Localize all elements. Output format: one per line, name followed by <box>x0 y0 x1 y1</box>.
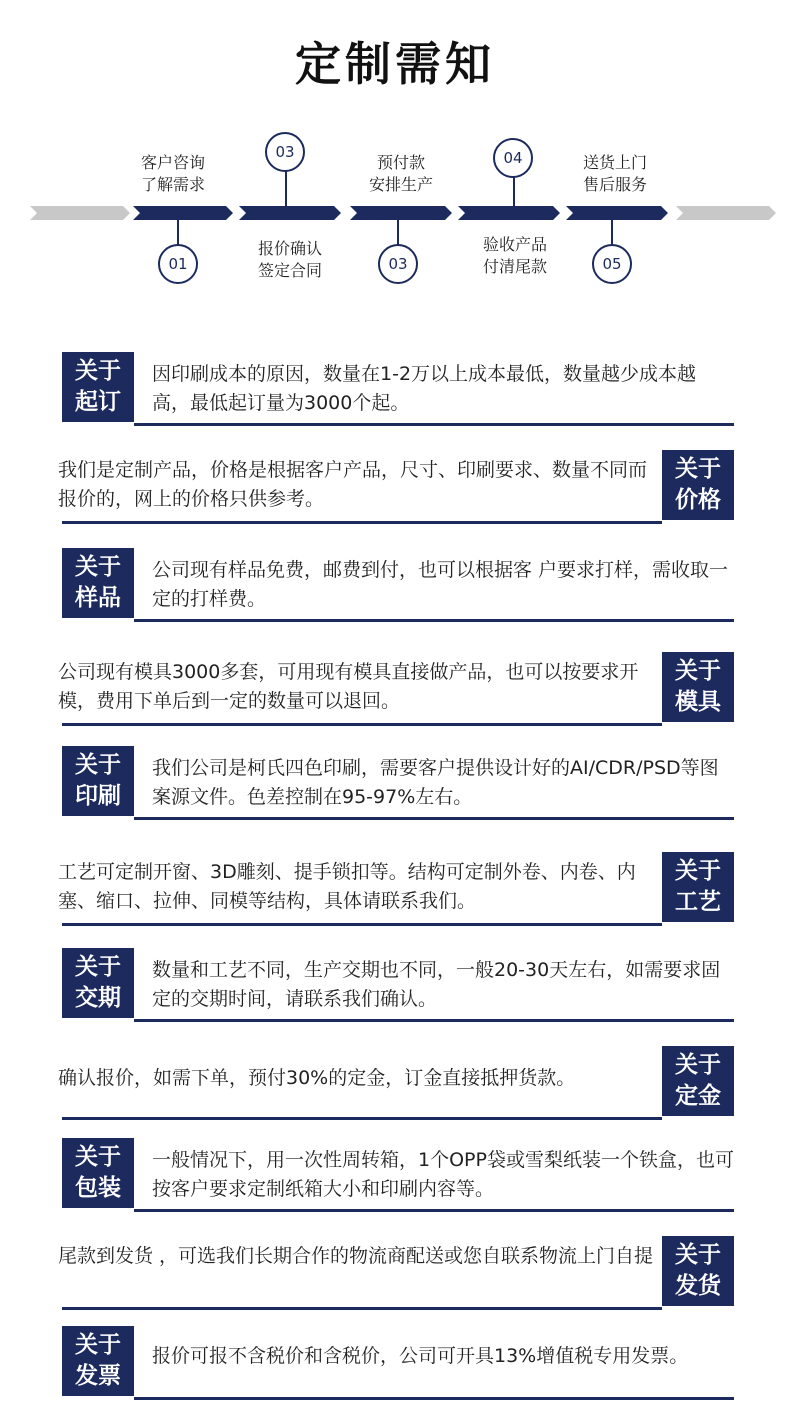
notice-badge: 关于 价格 <box>662 450 734 520</box>
notice-lead-time <box>62 948 734 1020</box>
process-arrow-start <box>30 206 130 220</box>
notice-underline <box>134 1209 734 1212</box>
notice-text: 我们公司是柯氏四色印刷，需要客户提供设计好的AI/CDR/PSD等图案源文件。色差控制在95-97%左右。 <box>152 757 719 808</box>
notice-badge: 关于 包装 <box>62 1138 134 1208</box>
step-number-circle: 05 <box>592 244 632 284</box>
notice-underline <box>134 817 734 820</box>
step-label-inspect: 验收产品 付清尾款 <box>482 235 547 276</box>
notice-price <box>58 450 734 522</box>
notice-underline <box>134 1397 734 1400</box>
notice-shipping <box>58 1236 734 1308</box>
notice-text: 尾款到发货 ，可选我们长期合作的物流商配送或您自联系物流上门自提 <box>58 1245 654 1267</box>
notice-badge: 关于 工艺 <box>662 852 734 922</box>
notice-text: 我们是定制产品，价格是根据客户产品，尺寸、印刷要求、数量不同而报价的，网上的价格只供参考。 <box>58 459 648 510</box>
step-number-circle: 04 <box>493 138 533 178</box>
step-label-consult: 客户咨询 了解需求 <box>140 153 205 194</box>
notice-badge: 关于 印刷 <box>62 746 134 816</box>
notice-printing <box>62 746 734 818</box>
notice-invoice <box>62 1326 734 1398</box>
notice-underline <box>62 1117 662 1120</box>
notice-text: 确认报价，如需下单，预付30%的定金，订金直接抵押货款。 <box>58 1067 576 1089</box>
process-arrow-1 <box>133 206 233 220</box>
notice-text: 工艺可定制开窗、3D雕刻、提手锁扣等。结构可定制外卷、内卷、内塞、缩口、拉伸、同模等结构，具体请联系我们。 <box>58 861 636 912</box>
notice-badge: 关于 定金 <box>662 1046 734 1116</box>
notice-badge: 关于 样品 <box>62 548 134 618</box>
process-arrow-4 <box>458 206 560 220</box>
notice-text: 一般情况下，用一次性周转箱，1个OPP袋或雪梨纸装一个铁盒，也可按客户要求定制纸箱大小和印刷内容等。 <box>152 1149 734 1200</box>
notice-deposit <box>58 1046 734 1118</box>
notice-minimum-order <box>62 352 734 424</box>
notice-underline <box>62 723 662 726</box>
notice-badge: 关于 模具 <box>662 652 734 722</box>
notice-text: 公司现有样品免费，邮费到付，也可以根据客 户要求打样，需收取一定的打样费。 <box>152 559 729 610</box>
stem-top-1 <box>285 170 287 208</box>
notice-badge: 关于 发货 <box>662 1236 734 1306</box>
notice-underline <box>62 923 662 926</box>
notice-badge: 关于 起订 <box>62 352 134 422</box>
step-label-prepay: 预付款 安排生产 <box>368 153 433 194</box>
step-number-circle: 01 <box>158 244 198 284</box>
process-arrow-end <box>676 206 776 220</box>
notice-underline <box>134 423 734 426</box>
notice-text: 因印刷成本的原因，数量在1-2万以上成本最低，数量越少成本越高，最低起订量为3000个起。 <box>152 363 697 414</box>
notice-badge: 关于 发票 <box>62 1326 134 1396</box>
notice-underline <box>134 619 734 622</box>
notice-packaging <box>62 1138 734 1210</box>
step-label-quote: 报价确认 签定合同 <box>257 239 322 280</box>
page-title: 定制需知 <box>295 37 495 91</box>
notice-text: 报价可报不含税价和含税价，公司可开具13%增值税专用发票。 <box>152 1345 689 1367</box>
step-number-circle: 03 <box>265 132 305 172</box>
stem-top-2 <box>513 176 515 208</box>
notice-text: 数量和工艺不同，生产交期也不同，一般20-30天左右，如需要求固定的交期时间，请联系我们确认。 <box>152 959 721 1010</box>
notice-molds <box>58 652 734 724</box>
notice-underline <box>134 1019 734 1022</box>
notice-underline <box>62 521 662 524</box>
process-arrow-2 <box>239 206 341 220</box>
notice-badge: 关于 交期 <box>62 948 134 1018</box>
step-number-circle: 03 <box>378 244 418 284</box>
process-arrow-5 <box>566 206 668 220</box>
notice-craft <box>58 852 734 924</box>
notice-underline <box>62 1307 662 1310</box>
process-arrow-3 <box>350 206 452 220</box>
notice-text: 公司现有模具3000多套，可用现有模具直接做产品，也可以按要求开模，费用下单后到一定的数量可以退回。 <box>58 661 639 712</box>
process-flow <box>0 120 790 300</box>
notice-samples <box>62 548 734 620</box>
step-label-delivery: 送货上门 售后服务 <box>582 153 647 194</box>
